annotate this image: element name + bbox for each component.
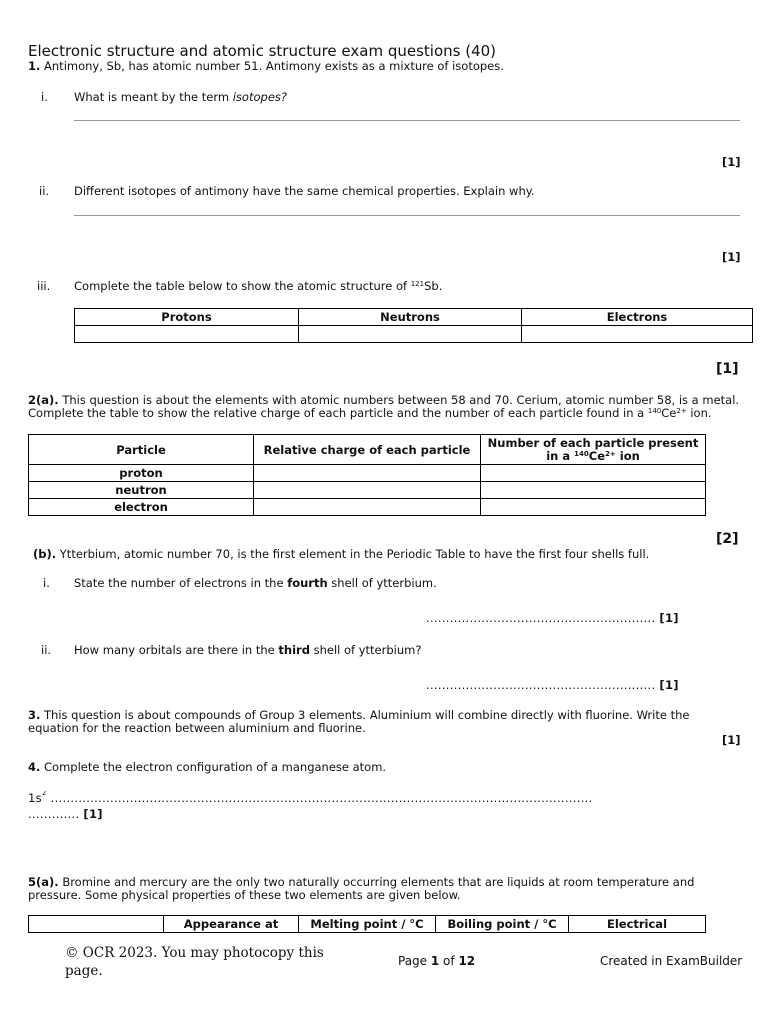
header-ion-symbol: Ce [588,448,605,463]
page-mid: of [439,954,459,968]
proton-charge-cell[interactable] [254,465,481,482]
ion-symbol: Ce [661,406,677,420]
page-title: Electronic structure and atomic structure exam questions (40) [28,42,497,60]
q3-body: This question is about compounds of Group 3 elements. Aluminium will combine directly with fluorine. Write the equation for the reaction between aluminium and fluorine. [28,708,690,735]
q2a-intro-end: ion. [690,406,712,420]
q1-iii-superscript: 121 [410,280,425,288]
answer-dots-q2b-i[interactable] [426,611,679,625]
q2b-i-post: shell of ytterbium. [327,576,437,590]
q2b-ii-mark: [1] [659,678,679,692]
q5a-number: 5(a). [28,875,59,889]
answer-dots-q2b-ii[interactable] [426,678,679,692]
q4-body: Complete the electron configuration of a manganese atom. [44,760,387,774]
q2b-ii-number: ii. [41,643,52,657]
q2b-text: Ytterbium, atomic number 70, is the first element in the Periodic Table to have the first four shells full. [59,547,650,561]
neutrons-answer-cell[interactable] [299,326,522,343]
q3-number: 3. [28,708,41,722]
q1-intro [28,60,504,73]
q1-i-text-em: isotopes? [232,90,287,104]
q2b-i-pre: State the number of electrons in the [74,576,288,590]
q5a-text [28,876,728,902]
page-current: 1 [430,954,440,968]
q2a-intro [28,394,743,420]
q1-ii-mark: [1] [722,250,741,264]
answer-line-q1-i[interactable] [74,120,740,121]
footer-page-number [398,954,475,968]
table-header-protons: Protons [75,309,299,326]
table-header-electrons: Electrons [522,309,753,326]
q1-i-mark: [1] [722,155,741,169]
q2a-intro-text: This question is about the elements with atomic numbers between 58 and 70. Cerium, atomic number 58, is a metal. Complete the table to show the relative charge of each particle and the number of each particle found in a [28,393,740,420]
q1-iii-text-pre: Complete the table below to show the atomic structure of [74,279,411,293]
table-header-number-of-particles [481,435,706,465]
q5a-body: Bromine and mercury are the only two naturally occurring elements that are liquids at room temperature and pressure. Some physical properties of these two elements are given below. [28,875,695,902]
answer-line-q1-ii[interactable] [74,215,740,216]
q1-atomic-structure-table [74,308,753,343]
table-header-boiling-point: Boiling point / °C [436,916,569,933]
q1-intro-text: Antimony, Sb, has atomic number 51. Antimony exists as a mixture of isotopes. [44,59,504,73]
q1-iii-number: iii. [37,279,51,293]
q2b-ii-pre: How many orbitals are there in the [74,643,279,657]
ion-mass-number: 140 [647,407,662,415]
q4-mark: [1] [83,807,103,821]
config-sup: 2 [41,791,47,797]
footer-copyright: © OCR 2023. You may photocopy this page. [65,945,324,979]
q4-number: 4. [28,760,41,774]
q1-i-text [74,91,287,104]
q1-iii-text [74,280,442,293]
config-dots-1: ......................................................................................................................................... [50,791,593,805]
q2b-intro [33,548,649,561]
neutron-number-cell[interactable] [481,482,706,499]
row-label-electron: electron [29,499,254,516]
table-header-particle: Particle [29,435,254,465]
header-number-post: ion [619,448,640,463]
q4-text [28,761,386,774]
page-total: 12 [458,954,476,968]
q1-ii-text: Different isotopes of antimony have the same chemical properties. Explain why. [74,184,535,198]
q2a-mark: [2] [716,531,739,547]
q2a-number: 2(a). [28,393,59,407]
footer-created-by: Created in ExamBuilder [600,954,743,968]
dots-q2b-i: .......................................................... [426,611,656,625]
q3-text [28,709,728,735]
q1-iii-mark: [1] [716,361,739,377]
table-header-neutrons: Neutrons [299,309,522,326]
header-ion-mass: 140 [574,449,589,458]
proton-number-cell[interactable] [481,465,706,482]
q2b-i-bold: fourth [287,576,328,590]
q5a-properties-table [28,915,706,933]
row-label-neutron: neutron [29,482,254,499]
table-header-relative-charge: Relative charge of each particle [254,435,481,465]
q4-config-line1[interactable] [28,791,740,805]
q4-config-line2[interactable] [28,807,103,821]
q2b-i-number: i. [43,576,50,590]
q3-mark: [1] [722,733,741,747]
q2b-ii-bold: third [278,643,310,657]
table-header-melting-point: Melting point / °C [299,916,436,933]
q2a-particle-table [28,434,706,516]
config-dots-2: ............. [28,807,80,821]
page-pre: Page [398,954,431,968]
table-header-appearance: Appearance at [164,916,299,933]
table-header-blank [29,916,164,933]
dots-q2b-ii: .......................................................... [426,678,656,692]
q2b-i-mark: [1] [659,611,679,625]
q1-ii-number: ii. [39,184,50,198]
header-ion-charge: 2+ [605,449,616,458]
ion-charge: 2+ [676,407,687,415]
q2b-ii-text [74,644,421,657]
table-header-electrical: Electrical [569,916,706,933]
electron-charge-cell[interactable] [254,499,481,516]
protons-answer-cell[interactable] [75,326,299,343]
q1-i-number: i. [41,90,48,104]
q1-i-text-pre: What is meant by the term [74,90,233,104]
q1-iii-text-post: Sb. [424,279,443,293]
electrons-answer-cell[interactable] [522,326,753,343]
electron-number-cell[interactable] [481,499,706,516]
neutron-charge-cell[interactable] [254,482,481,499]
q2b-number: (b). [33,547,57,561]
q2b-i-text [74,577,437,590]
config-start: 1s [28,791,42,805]
q2b-ii-post: shell of ytterbium? [309,643,422,657]
row-label-proton: proton [29,465,254,482]
q1-number: 1. [28,59,41,73]
header-number-pre: Number of each particle present in a [487,435,699,463]
